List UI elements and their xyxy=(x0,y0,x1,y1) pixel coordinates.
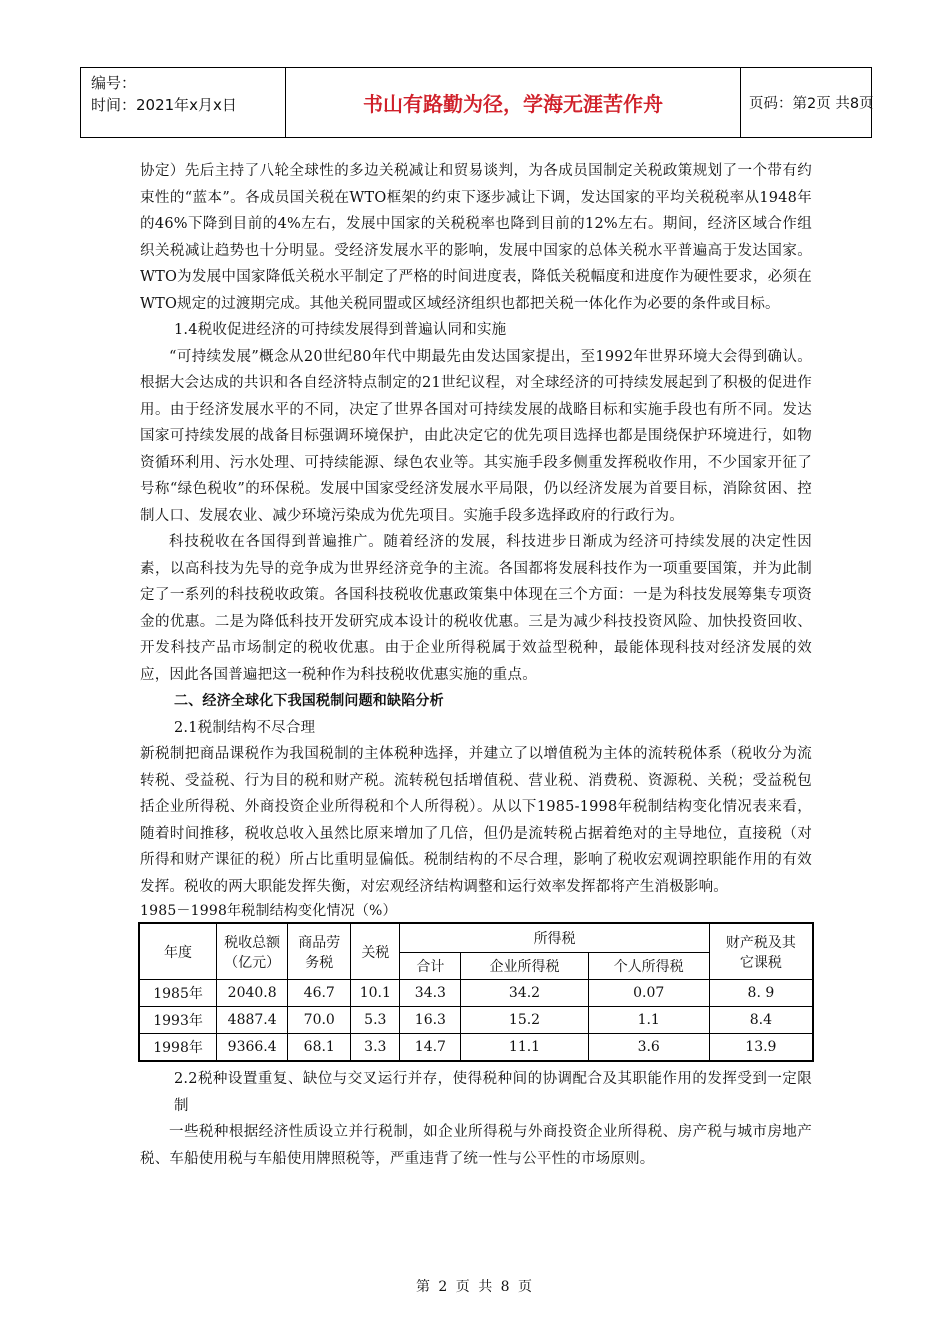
page-header xyxy=(80,67,872,138)
motto: 书山有路勤为径，学海无涯苦作舟 xyxy=(363,92,663,116)
page-code: 页码：第2页 共8页 xyxy=(749,96,874,112)
cell-goods: 70.0 xyxy=(288,1007,351,1034)
cell-personal: 3.6 xyxy=(588,1034,709,1062)
cell-goods: 46.7 xyxy=(288,980,351,1007)
paragraph: 一些税种根据经济性质设立并行税制，如企业所得税与外商投资企业所得税、房产税与城市房地产税、车船使用税与车船使用牌照税等，严重违背了统一性与公平性的市场原则。 xyxy=(140,1124,812,1167)
paragraph: “可持续发展”概念从20世纪80年代中期最先由发达国家提出，至1992年世界环境大会得到确认。根据大会达成的共识和各自经济特点制定的21世纪议程，对全球经济的可持续发展起到了积极的促进作用。由于经济发展水平的不同，决定了世界各国对可持续发展的战略目标和实施手段也有所不同。发达国家可持续发展的战备目标强调环境保护，由此决定它的优先项目选择也都是围绕保护环境进行，如物资循环利用、污水处理、可持续能源、绿色农业等。其实施手段多侧重发挥税收作用，不少国家开征了号称“绿色税收”的环保税。发展中国家受经济发展水平局限，仍以经济发展为首要目标，消除贫困、控制人口、发展农业、减少环境污染成为优先项目。实施手段多选择政府的行政行为。 xyxy=(140,348,812,524)
section-heading-2-2: 2.2税种设置重复、缺位与交叉运行并存，使得税种间的协调配合及其职能作用的发挥受到一定限制 xyxy=(174,1071,812,1114)
header-year: 年度 xyxy=(139,923,217,980)
cell-property: 13.9 xyxy=(709,1034,813,1062)
header-property-tax: 财产税及其 它课税 xyxy=(709,923,813,980)
page-footer: 第 2 页 共 8 页 xyxy=(415,1279,535,1295)
paragraph: 科技税收在各国得到普遍推广。随着经济的发展，科技进步日渐成为经济可持续发展的决定性因素，以高科技为先导的竞争成为世界经济竞争的主流。各国都将发展科技作为一项重要国策，并为此制定了一系列的科技税收政策。各国科技税收优惠政策集中体现在三个方面：一是为科技发展筹集专项资金的优惠。二是为降低科技开发研究成本设计的税收优惠。三是为减少科技投资风险、加快投资回收、开发科技产品市场制定的税收优惠。由于企业所得税属于效益型税种，最能体现科技对经济发展的效应，因此各国普遍把这一税种作为科技税收优惠实施的重点。 xyxy=(140,534,812,683)
paragraph: 协定）先后主持了八轮全球性的多边关税减让和贸易谈判，为各成员国制定关税政策规划了一个带有约束性的“蓝本”。各成员国关税在WTO框架的约束下逐步减让下调，发达国家的平均关税税率从1948年的46%下降到目前的4%左右，发展中国家的关税税率也降到目前的12%左右。期间，经济区域合作组织关税减让趋势也十分明显。受经济发展水平的影响，发展中国家的总体关税水平普遍高于发达国家。WTO为发展中国家降低关税水平制定了严格的时间进度表，降低关税幅度和进度作为硬性要求，必须在WTO规定的过渡期完成。其他关税同盟或区域经济组织也都把关税一体化作为必要的条件或目标。 xyxy=(140,163,812,312)
cell-goods: 68.1 xyxy=(288,1034,351,1062)
cell-year: 1985年 xyxy=(139,980,217,1007)
table-row xyxy=(139,1034,813,1062)
number-label: 编号： xyxy=(91,74,137,92)
header-income-sum: 合计 xyxy=(400,953,461,980)
table-row xyxy=(139,1007,813,1034)
cell-income-sum: 14.7 xyxy=(400,1034,461,1062)
cell-total: 2040.8 xyxy=(217,980,288,1007)
section-heading-2-1: 2.1税制结构不尽合理 xyxy=(174,719,316,736)
date-label: 时间：2021年x月x日 xyxy=(91,96,237,114)
document-body xyxy=(140,158,812,1172)
cell-personal: 1.1 xyxy=(588,1007,709,1034)
tax-structure-table xyxy=(138,922,814,1062)
cell-corp: 11.1 xyxy=(461,1034,588,1062)
header-motto-cell xyxy=(286,68,741,137)
cell-tariff: 3.3 xyxy=(351,1034,400,1062)
cell-year: 1993年 xyxy=(139,1007,217,1034)
header-corp-income: 企业所得税 xyxy=(461,953,588,980)
table-caption: 1985－1998年税制结构变化情况（%） xyxy=(140,903,397,919)
cell-tariff: 10.1 xyxy=(351,980,400,1007)
cell-corp: 15.2 xyxy=(461,1007,588,1034)
paragraph: 新税制把商品课税作为我国税制的主体税种选择，并建立了以增值税为主体的流转税体系（税收分为流转税、受益税、行为目的税和财产税。流转税包括增值税、营业税、消费税、资源税、关税；受益税包括企业所得税、外商投资企业所得税和个人所得税）。从以下1985-1998年税制结构变化情况表来看，随着时间推移，税收总收入虽然比原来增加了几倍，但仍是流转税占据着绝对的主导地位，直接税（对所得和财产课征的税）所占比重明显偏低。税制结构的不尽合理，影响了税收宏观调控职能作用的有效发挥。税收的两大职能发挥失衡，对宏观经济结构调整和运行效率发挥都将产生消极影响。 xyxy=(140,746,812,895)
header-personal-income: 个人所得税 xyxy=(588,953,709,980)
cell-property: 8.4 xyxy=(709,1007,813,1034)
header-income-tax: 所得税 xyxy=(400,923,709,953)
header-total: 税收总额 （亿元） xyxy=(217,923,288,980)
cell-total: 9366.4 xyxy=(217,1034,288,1062)
header-tariff: 关税 xyxy=(351,923,400,980)
header-goods-tax: 商品劳 务税 xyxy=(288,923,351,980)
cell-total: 4887.4 xyxy=(217,1007,288,1034)
cell-personal: 0.07 xyxy=(588,980,709,1007)
section-heading-1-4: 1.4税收促进经济的可持续发展得到普遍认同和实施 xyxy=(174,322,507,338)
cell-year: 1998年 xyxy=(139,1034,217,1062)
cell-tariff: 5.3 xyxy=(351,1007,400,1034)
header-meta xyxy=(81,68,286,137)
cell-income-sum: 16.3 xyxy=(400,1007,461,1034)
table-row xyxy=(139,980,813,1007)
header-page-cell xyxy=(741,68,874,137)
cell-income-sum: 34.3 xyxy=(400,980,461,1007)
cell-property: 8. 9 xyxy=(709,980,813,1007)
section-heading-2: 二、经济全球化下我国税制问题和缺陷分析 xyxy=(174,693,444,709)
cell-corp: 34.2 xyxy=(461,980,588,1007)
